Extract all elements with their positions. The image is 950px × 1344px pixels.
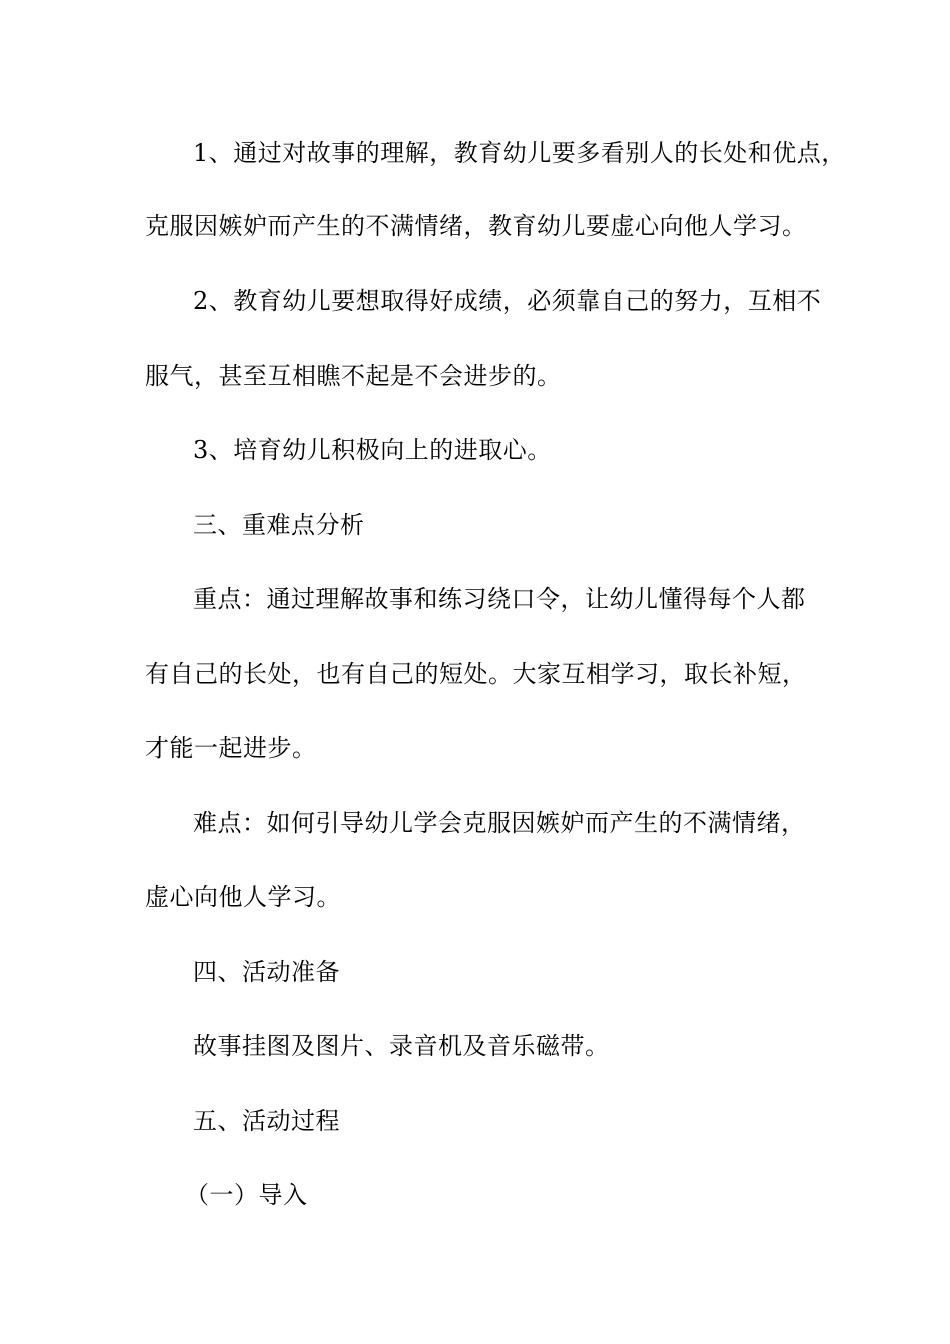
section-heading-difficulty: 三、重难点分析 (193, 511, 365, 539)
goal-1-line-1: 1、通过对故事的理解，教育幼儿要多看别人的长处和优点， (193, 139, 846, 167)
section-heading-process: 五、活动过程 (193, 1107, 340, 1135)
key-point-line-3: 才能一起进步。 (145, 734, 317, 762)
section-heading-preparation: 四、活动准备 (193, 958, 340, 986)
subsection-heading-intro: （一）导入 (185, 1181, 308, 1209)
key-point-line-2: 有自己的长处，也有自己的短处。大家互相学习，取长补短， (145, 660, 807, 688)
preparation-line: 故事挂图及图片、录音机及音乐磁带。 (193, 1032, 610, 1060)
goal-2-line-1: 2、教育幼儿要想取得好成绩，必须靠自己的努力，互相不 (193, 287, 822, 315)
goal-2-line-2: 服气，甚至互相瞧不起是不会进步的。 (145, 362, 562, 390)
key-point-line-1: 重点：通过理解故事和练习绕口令，让幼儿懂得每个人都 (193, 585, 806, 613)
difficult-point-line-1: 难点：如何引导幼儿学会克服因嫉妒而产生的不满情绪， (193, 809, 806, 837)
difficult-point-line-2: 虚心向他人学习。 (145, 883, 341, 911)
goal-3-line: 3、培育幼儿积极向上的进取心。 (193, 436, 552, 464)
goal-1-line-2: 克服因嫉妒而产生的不满情绪，教育幼儿要虚心向他人学习。 (145, 212, 807, 240)
